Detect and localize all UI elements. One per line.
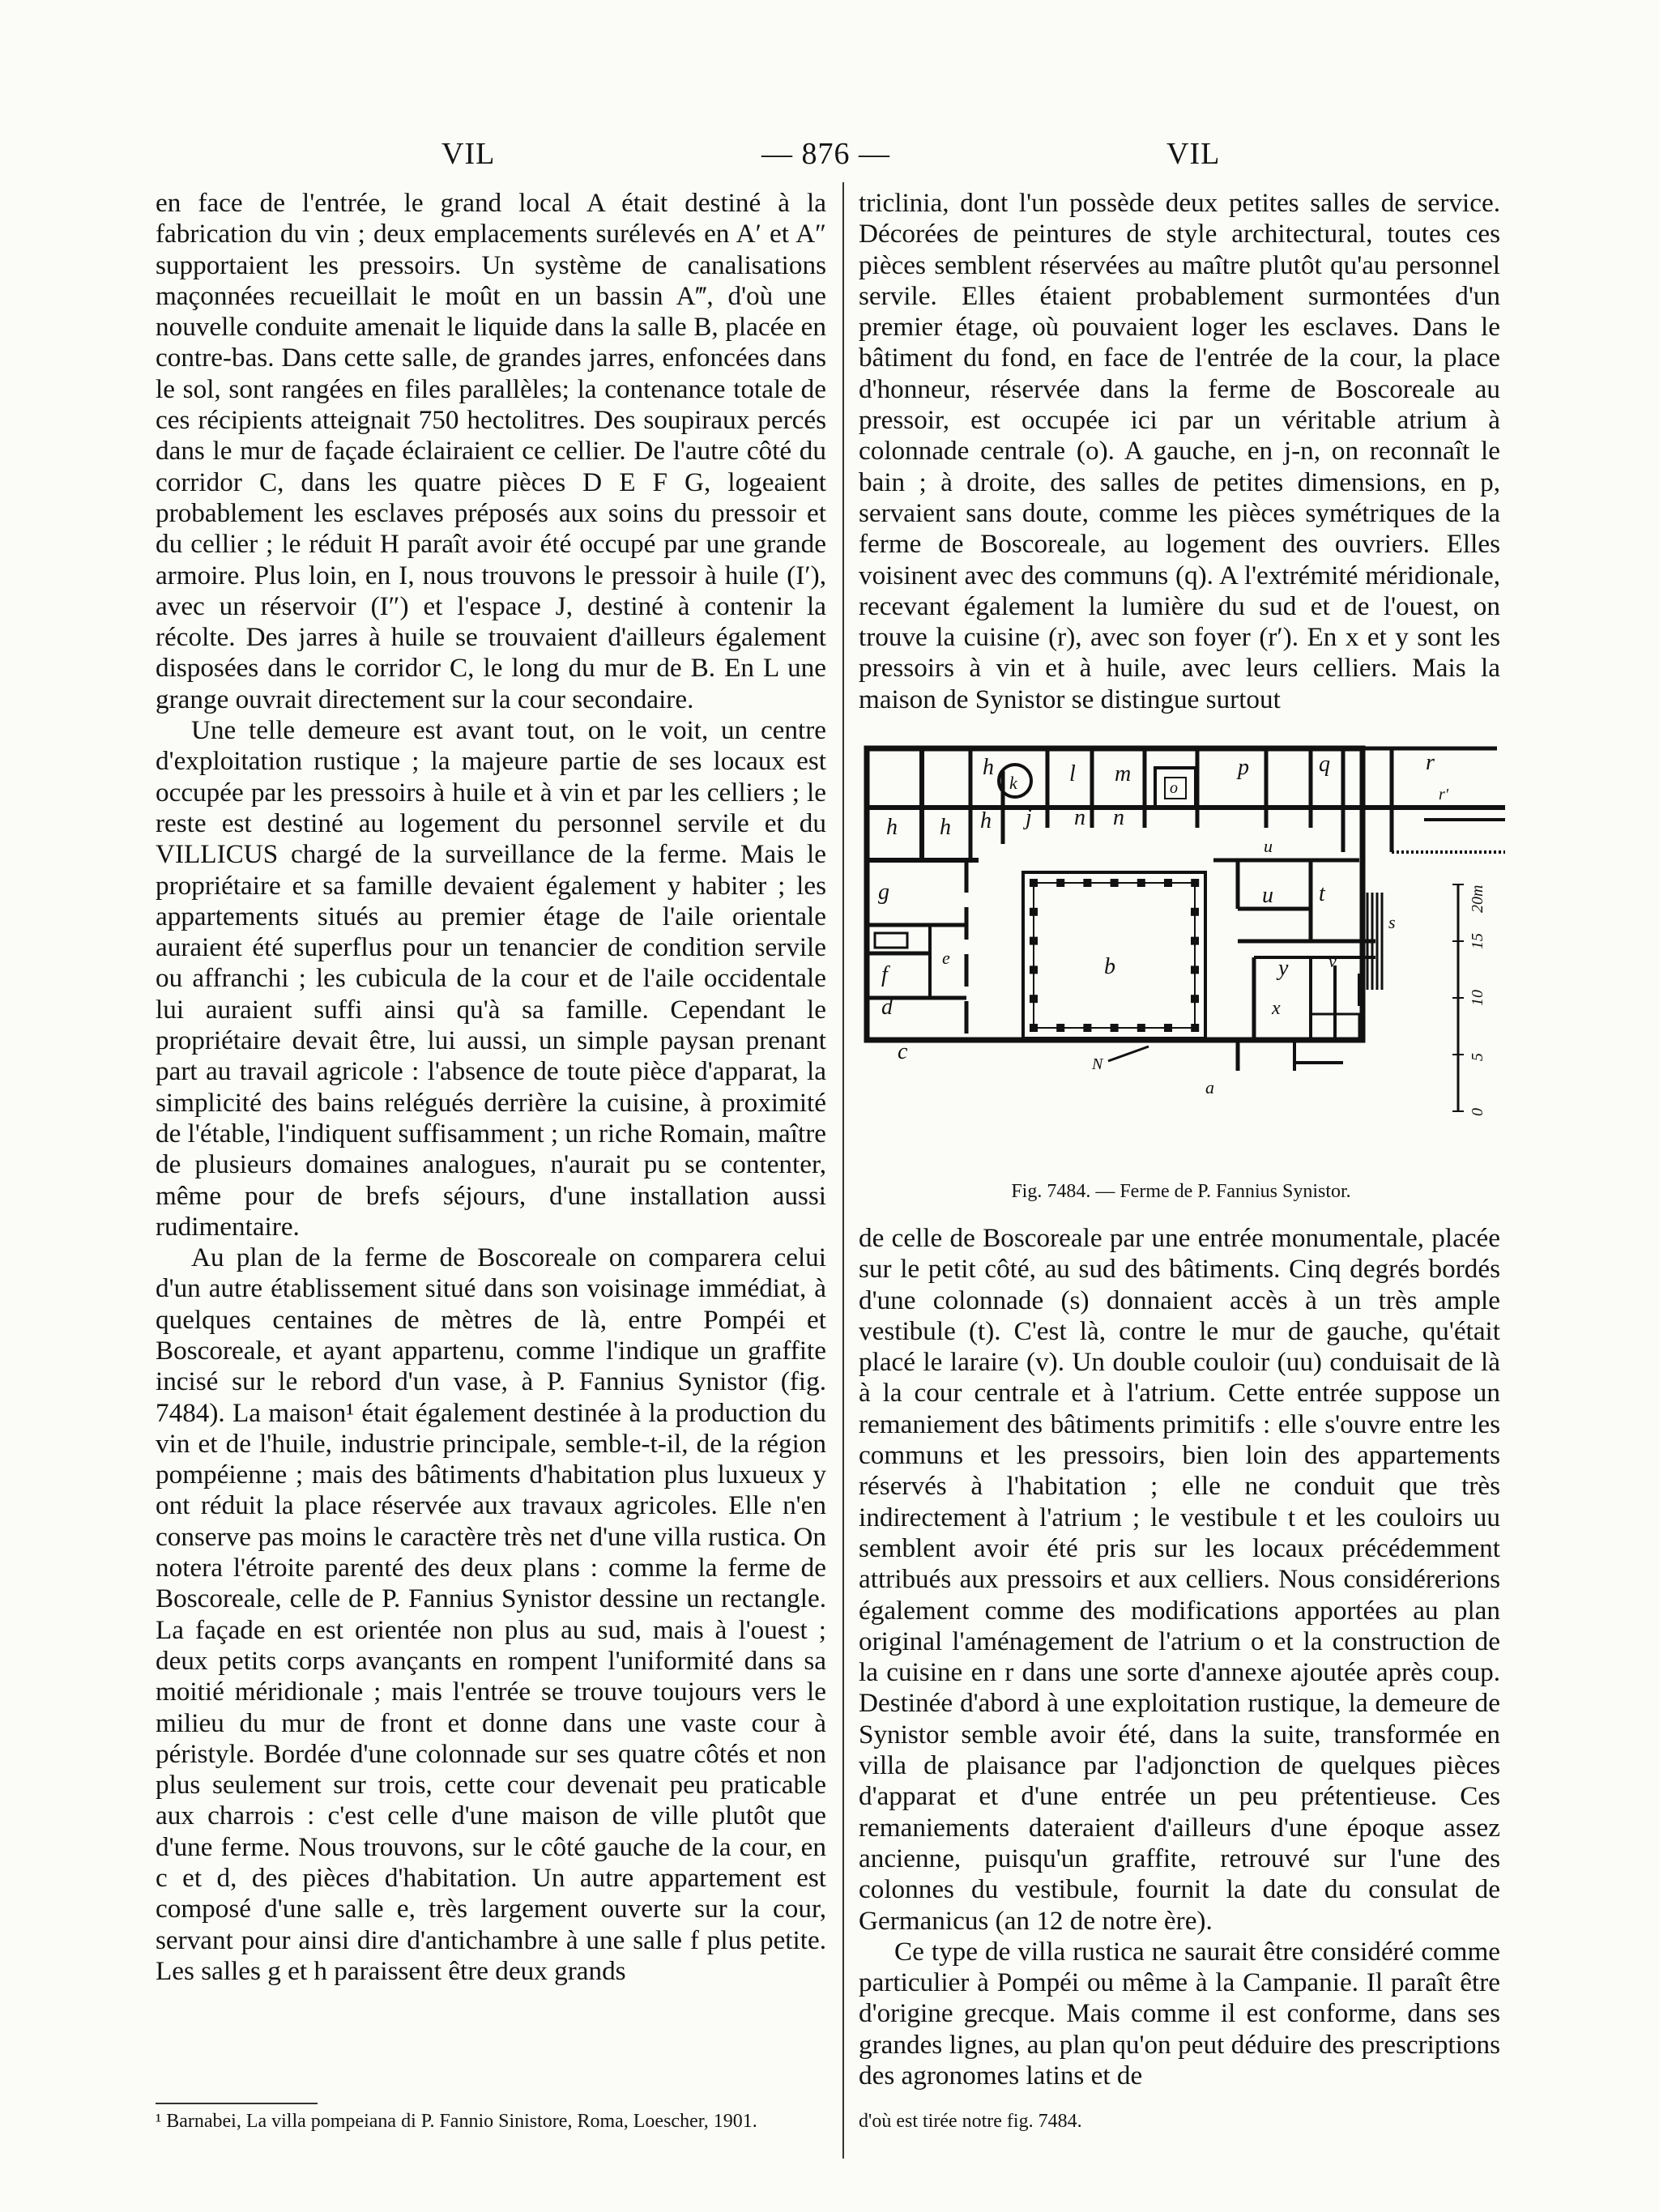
room-label: h	[886, 815, 898, 840]
right-column-bottom	[859, 1223, 1500, 2091]
courtyard-column	[1083, 1024, 1091, 1032]
room-label: r′	[1439, 786, 1449, 803]
room-label: d	[881, 995, 893, 1020]
courtyard-column	[1137, 879, 1145, 887]
room-label: s	[1388, 912, 1396, 932]
room-label: h	[983, 755, 994, 780]
room-label: m	[1115, 761, 1132, 786]
running-head-right: VIL	[1166, 137, 1221, 171]
scale-label: 15	[1469, 933, 1486, 949]
plan-bench	[875, 933, 907, 948]
room-label: x	[1272, 998, 1281, 1019]
courtyard-column	[1056, 879, 1064, 887]
courtyard-column	[1191, 937, 1199, 945]
courtyard-column	[1191, 879, 1199, 887]
courtyard-column	[1191, 908, 1199, 916]
courtyard-column	[1030, 937, 1038, 945]
paragraph: de celle de Boscoreale par une entrée monumentale, placée sur le petit côté, au sud des bâtiments. Cinq degrés bordés d'une colonnade (s) donnaient accès à un très ample vestibule (t). C'est là, contre le mur de gauche, qu'était placé le laraire (v). Un double couloir (uu) conduisait de là à la cour centrale et à l'atrium. Cette entrée suppose un remaniement des bâtiments primitifs : elle s'ouvre entre les communs et les pressoirs, bien loin des appartements réservés à l'habitation ; elle ne conduit que très indirectement à l'atrium ; le vestibule t et les couloirs uu semblent avoir été pris sur les locaux précédemment attribués aux pressoirs et aux celliers. Nous considérerions également comme des modifications apportées au plan original l'aménagement de l'atrium o et la construction de la cuisine en r dans une sorte d'annexe ajoutée après coup. Destinée d'abord à une exploitation rustique, la demeure de Synistor semble avoir été, dans la suite, transformée en villa de plaisance par l'adjonction de quelques pièces d'apparat et d'une entrée un peu prétentieuse. Ces remaniements dateraient d'ailleurs d'une époque assez ancienne, puisqu'un graffite, retrouvé sur l'une des colonnes du vestibule, fournit la date du consulat de Germanicus (an 12 de notre ère).	[859, 1223, 1500, 1936]
room-label: t	[1319, 881, 1325, 906]
room-label: u	[1264, 836, 1273, 856]
room-label: h	[940, 815, 951, 840]
villa-plan-figure	[857, 739, 1505, 1184]
room-label: k	[1009, 773, 1017, 793]
courtyard-column	[1030, 1024, 1038, 1032]
footnote-right: d'où est tirée notre fig. 7484.	[859, 2111, 1082, 2132]
paragraph: Ce type de villa rustica ne saurait être considéré comme particulier à Pompéi ou même à la Campanie. Il paraît être d'origine grecque. Mais comme il est conforme, dans ses grandes lignes, au plan qu'on peut déduire des prescriptions des agronomes latins et de	[859, 1936, 1500, 2091]
scale-label: 10	[1469, 990, 1486, 1006]
room-label: h	[980, 808, 992, 833]
courtyard-column	[1030, 908, 1038, 916]
footnote-left: ¹ Barnabei, La villa pompeiana di P. Fannio Sinistore, Roma, Loescher, 1901.	[156, 2111, 757, 2132]
room-label: n	[1113, 805, 1124, 830]
courtyard-column	[1164, 879, 1172, 887]
room-label: j	[1026, 805, 1032, 830]
courtyard-column	[1111, 1024, 1119, 1032]
paragraph: Une telle demeure est avant tout, on le voit, un centre d'exploitation rustique ; la majeure partie de ses locaux est occupée par les pressoirs à huile et à vin et par les celliers ; le reste est destiné au logement du personnel servile et du VILLICUS chargé de la surveillance de la ferme. Mais le propriétaire et sa famille devaient également y habiter ; les appartements situés au premier étage de l'aile orientale auraient été superflus pour un tenancier de condition servile ou affranchi ; les cubicula de la cour et de l'aile occidentale lui auraient suffi ainsi qu'à sa famille. Cependant le propriétaire devait être, lui aussi, un simple paysan prenant part au travail agricole : l'absence de toute pièce d'apparat, la simplicité des bains relégués derrière la cuisine, à proximité de l'étable, l'indiquent suffisamment ; un riche Romain, maître de plusieurs domaines analogues, n'aurait pu se contenter, même pour de brefs séjours, d'une installation aussi rudimentaire.	[156, 715, 826, 1242]
paragraph: Au plan de la ferme de Boscoreale on comparera celui d'un autre établissement situé dans son voisinage immédiat, à quelques centaines de mètres de là, entre Pompéi et Boscoreale, et ayant appartenu, comme l'indique un graffite incisé sur le rebord d'un vase, à P. Fannius Synistor (fig. 7484). La maison¹ était également destinée à la production du vin et de l'huile, industrie principale, semble-t-il, de la région pompéienne ; mais des bâtiments d'habitation plus luxueux y ont réduit la place réservée aux travaux agricoles. Elle n'en conserve pas moins le caractère très net d'une villa rustica. On notera l'étroite parenté des deux plans : comme la ferme de Boscoreale, celle de P. Fannius Synistor dessine un rectangle. La façade en est orientée non plus au sud, mais à l'ouest ; deux petits corps avançants en rompent l'uniformité dans sa moitié méridionale ; mais l'entrée se trouve toujours vers le milieu du mur de front et donne dans une vaste cour à péristyle. Bordée d'une colonnade sur ses quatre côtés et non plus seulement sur trois, cette cour devenait peu praticable aux charrois : c'est celle d'une maison de ville plutôt que d'une ferme. Nous trouvons, sur le côté gauche de la cour, en c et d, des pièces d'habitation. Un autre appartement est composé d'une salle e, très largement ouverte sur la cour, servant pour ainsi dire d'antichambre à une salle f plus petite. Les salles g et h paraissent être deux grands	[156, 1242, 826, 1986]
scale-label: 20m	[1469, 884, 1486, 913]
room-label: u	[1262, 883, 1273, 908]
room-label: e	[942, 948, 950, 968]
room-label: b	[1104, 954, 1115, 979]
room-label: r	[1426, 750, 1435, 775]
scale-label: 0	[1469, 1108, 1486, 1116]
courtyard-column	[1083, 879, 1091, 887]
figure-caption: Fig. 7484. — Ferme de P. Fannius Synistor.	[1011, 1181, 1351, 1202]
footnote-rule	[156, 2103, 318, 2104]
room-label: o	[1170, 779, 1178, 797]
room-label: a	[1205, 1077, 1214, 1097]
running-head-left: VIL	[441, 137, 496, 171]
room-label: n	[1074, 805, 1085, 830]
room-label: y	[1278, 956, 1289, 981]
courtyard-column	[1030, 965, 1038, 974]
paragraph: triclinia, dont l'un possède deux petites salles de service. Décorées de peintures de style architectural, toutes ces pièces semblent réservées au maître plutôt qu'au personnel servile. Elles étaient probablement surmontées d'un premier étage, où pouvaient loger les esclaves. Dans le bâtiment du fond, en face de l'entrée de la cour, la place d'honneur, réservée dans la ferme de Boscoreale au pressoir, est occupée ici par un véritable atrium à colonnade centrale (o). A gauche, en j-n, on reconnaît le bain ; à droite, des salles de petites dimensions, en p, servaient sans doute, comme les pièces symétriques de la ferme de Boscoreale, au logement des ouvriers. Elles voisinent avec des communs (q). A l'extrémité méridionale, recevant également la lumière du sud et de l'ouest, on trouve la cuisine (r), avec son foyer (r′). En x et y sont les pressoirs à vin et à huile, avec leurs celliers. Mais la maison de Synistor se distingue surtout	[859, 188, 1500, 714]
room-label: p	[1238, 755, 1249, 780]
room-label: g	[878, 880, 889, 905]
courtyard-column	[1111, 879, 1119, 887]
column-divider	[842, 182, 844, 2159]
scale-label: 5	[1469, 1053, 1486, 1061]
room-label: l	[1069, 761, 1076, 786]
room-label: v	[1328, 951, 1337, 971]
north-arrow-icon	[1108, 1046, 1149, 1061]
left-column	[156, 188, 826, 1987]
courtyard-column	[1056, 1024, 1064, 1032]
room-label: q	[1319, 752, 1330, 777]
room-label: c	[898, 1039, 908, 1064]
north-label: N	[1092, 1055, 1103, 1073]
courtyard-column	[1191, 1024, 1199, 1032]
right-column-top	[859, 188, 1500, 715]
courtyard-column	[1191, 965, 1199, 974]
courtyard-column	[1030, 995, 1038, 1003]
courtyard-column	[1191, 995, 1199, 1003]
paragraph: en face de l'entrée, le grand local A était destiné à la fabrication du vin ; deux emplacements surélevés en A′ et A″ supportaient les pressoirs. Un système de canalisations maçonnées recueillait le moût en un bassin A‴, d'où une nouvelle conduite amenait le liquide dans la salle B, placée en contre-bas. Dans cette salle, de grandes jarres, enfoncées dans le sol, sont rangées en files parallèles; la contenance totale de ces récipients atteignait 750 hectolitres. Des soupiraux percés dans le mur de façade éclairaient ce cellier. De l'autre côté du corridor C, dans les quatre pièces D E F G, logeaient probablement les esclaves préposés aux soins du pressoir et du cellier ; le réduit H paraît avoir été occupé par une grande armoire. Plus loin, en I, nous trouvons le pressoir à huile (I′), avec un réservoir (I″) et l'espace J, destiné à contenir la récolte. Des jarres à huile se trouvaient d'ailleurs également disposées dans le corridor C, le long du mur de B. En L une grange ouvrait directement sur la cour secondaire.	[156, 188, 826, 714]
courtyard-column	[1137, 1024, 1145, 1032]
room-label: f	[881, 962, 888, 987]
courtyard-column	[1030, 879, 1038, 887]
courtyard-column	[1164, 1024, 1172, 1032]
page-number: — 876 —	[761, 137, 890, 171]
